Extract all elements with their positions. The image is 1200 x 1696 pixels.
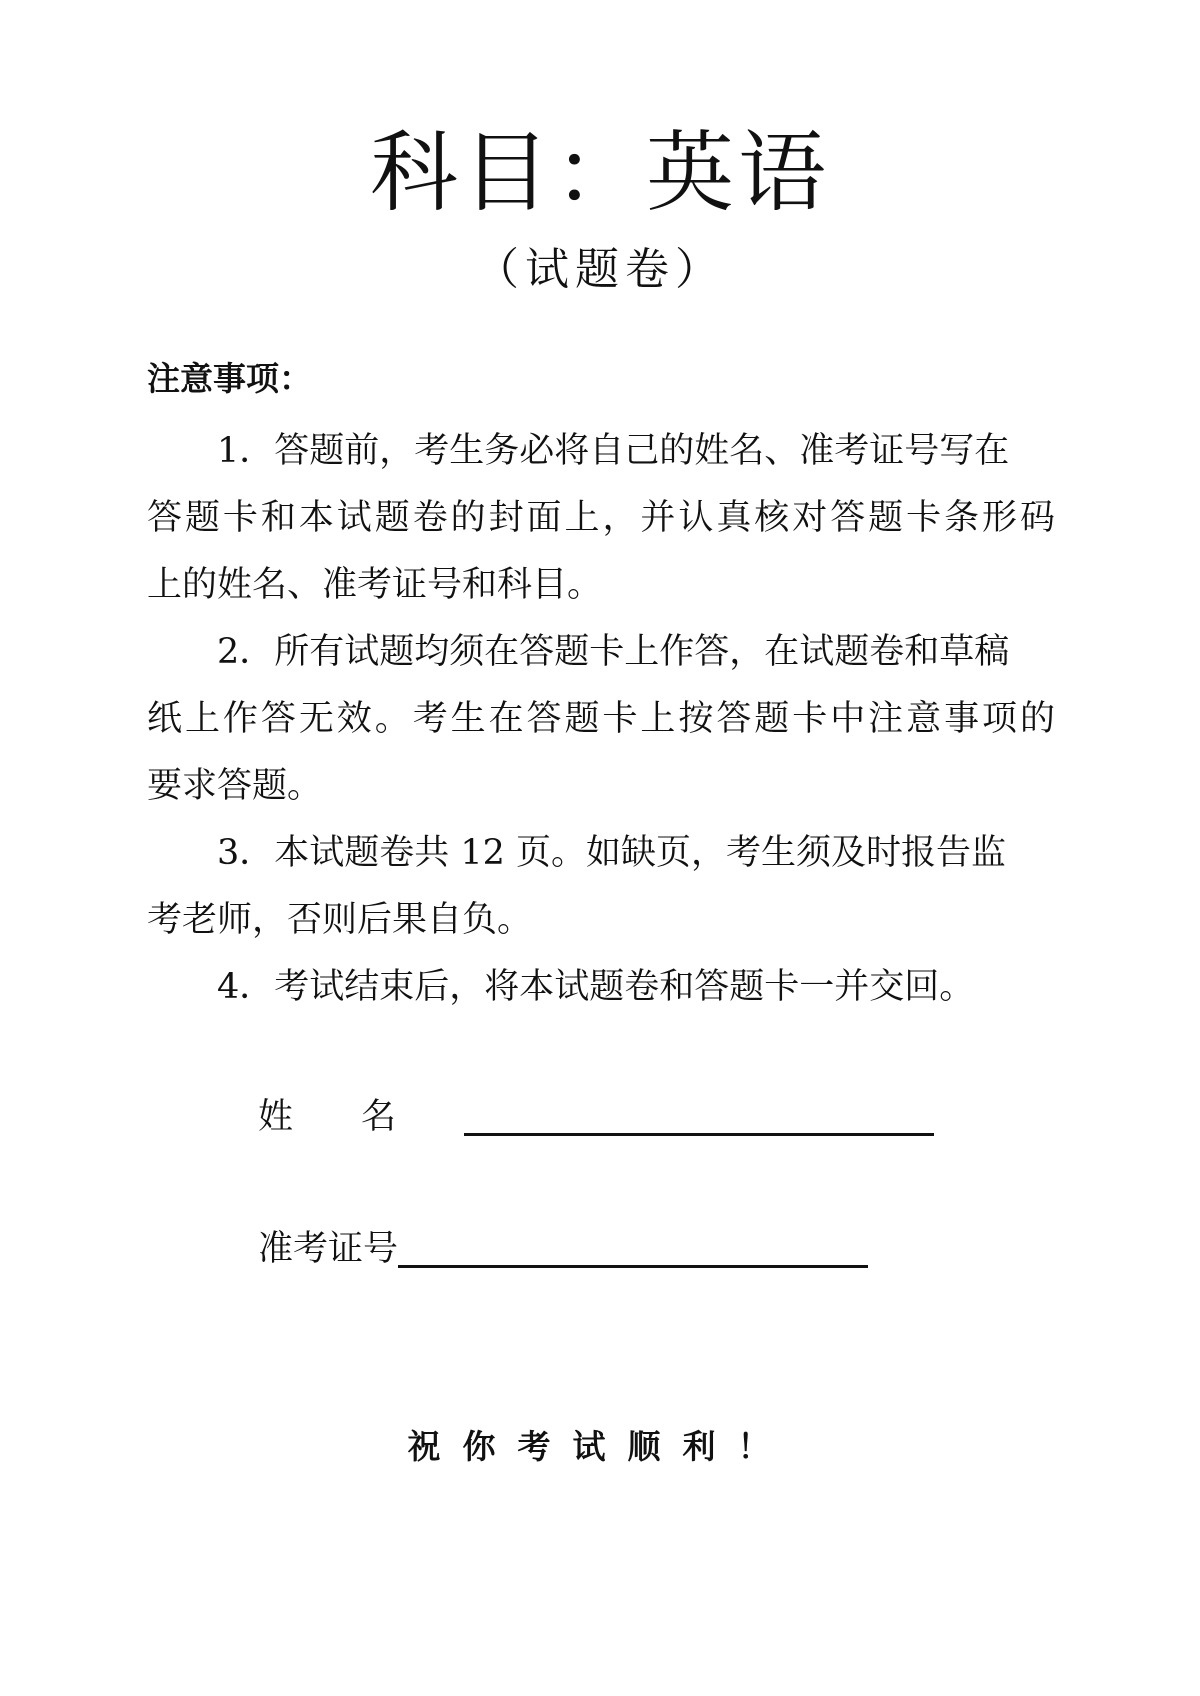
exam-id-blank-line[interactable] — [398, 1265, 868, 1268]
exam-id-label: 准考证号 — [258, 1229, 399, 1269]
notice-line: 纸上作答无效。考生在答题卡上按答题卡中注意事项的 — [147, 699, 1055, 739]
notice-list — [147, 418, 1055, 1021]
notice-line: 2．所有试题均须在答题卡上作答，在试题卷和草稿 — [217, 632, 1010, 672]
notice-line: 要求答题。 — [147, 766, 323, 806]
name-label: 姓名 — [258, 1097, 465, 1137]
good-luck-message: 祝你考试顺利！ — [407, 1427, 793, 1466]
notice-line: 考老师，否则后果自负。 — [147, 900, 533, 940]
notice-line: 4．考试结束后，将本试题卷和答题卡一并交回。 — [217, 967, 975, 1007]
name-field[interactable] — [258, 1090, 934, 1140]
notice-line: 3．本试题卷共 12 页。如缺页，考生须及时报告监 — [217, 833, 1007, 873]
page-title: 科目：英语 — [369, 121, 830, 224]
notice-line: 上的姓名、准考证号和科目。 — [147, 565, 603, 605]
page-subtitle: （试题卷） — [475, 244, 725, 295]
notice-line: 答题卡和本试题卷的封面上，并认真核对答题卡条形码 — [147, 498, 1055, 538]
exam-id-field[interactable] — [258, 1222, 868, 1272]
notice-line: 1．答题前，考生务必将自己的姓名、准考证号写在 — [217, 431, 1010, 471]
name-blank-line[interactable] — [464, 1133, 934, 1136]
notice-heading: 注意事项： — [147, 359, 312, 398]
